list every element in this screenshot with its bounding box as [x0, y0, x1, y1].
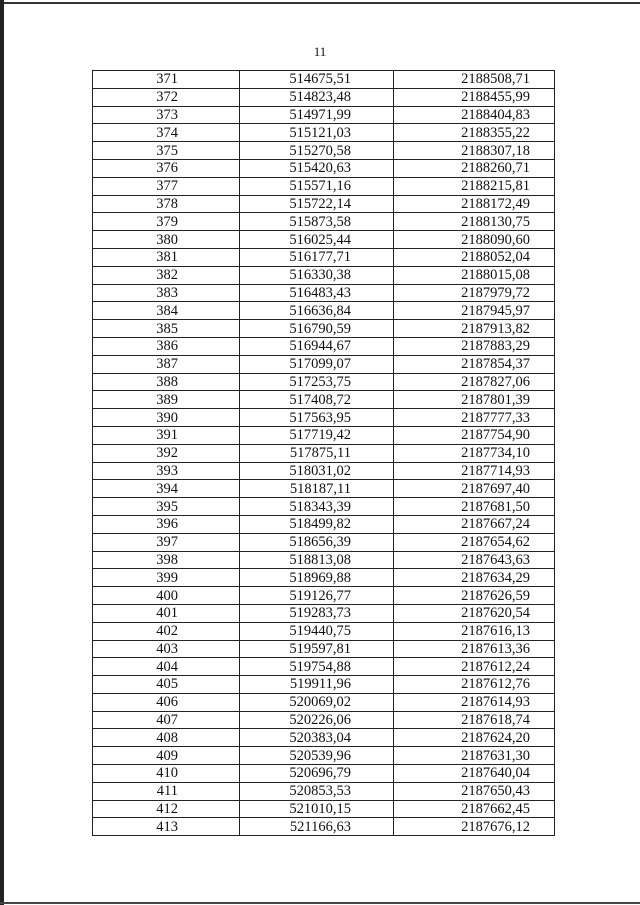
- table-row: [93, 515, 555, 533]
- x-coordinate-cell: 520539,96: [240, 747, 394, 765]
- x-coordinate-cell: 518343,39: [240, 498, 394, 516]
- point-number-cell: 385: [93, 320, 240, 338]
- y-coordinate-cell: 2187634,29: [394, 569, 555, 587]
- point-number-cell: 411: [93, 782, 240, 800]
- point-number-cell: 409: [93, 747, 240, 765]
- y-coordinate-cell: 2187631,30: [394, 747, 555, 765]
- y-coordinate-cell: 2187714,93: [394, 462, 555, 480]
- table-row: [93, 765, 555, 783]
- x-coordinate-cell: 519597,81: [240, 640, 394, 658]
- y-coordinate-cell: 2188355,22: [394, 124, 555, 142]
- y-coordinate-cell: 2187777,33: [394, 409, 555, 427]
- y-coordinate-cell: 2187667,24: [394, 515, 555, 533]
- table-row: [93, 142, 555, 160]
- x-coordinate-cell: 516025,44: [240, 231, 394, 249]
- x-coordinate-cell: 520383,04: [240, 729, 394, 747]
- x-coordinate-cell: 515121,03: [240, 124, 394, 142]
- point-number-cell: 380: [93, 231, 240, 249]
- table-row: [93, 462, 555, 480]
- table-row: [93, 604, 555, 622]
- table-row: [93, 587, 555, 605]
- y-coordinate-cell: 2187643,63: [394, 551, 555, 569]
- x-coordinate-cell: 521166,63: [240, 818, 394, 836]
- table-row: [93, 124, 555, 142]
- point-number-cell: 410: [93, 765, 240, 783]
- x-coordinate-cell: 518813,08: [240, 551, 394, 569]
- x-coordinate-cell: 517253,75: [240, 373, 394, 391]
- point-number-cell: 406: [93, 693, 240, 711]
- x-coordinate-cell: 520226,06: [240, 711, 394, 729]
- point-number-cell: 392: [93, 444, 240, 462]
- x-coordinate-cell: 515873,58: [240, 213, 394, 231]
- x-coordinate-cell: 515571,16: [240, 177, 394, 195]
- table-row: [93, 409, 555, 427]
- y-coordinate-cell: 2187654,62: [394, 533, 555, 551]
- y-coordinate-cell: 2188052,04: [394, 248, 555, 266]
- x-coordinate-cell: 518187,11: [240, 480, 394, 498]
- point-number-cell: 377: [93, 177, 240, 195]
- y-coordinate-cell: 2187697,40: [394, 480, 555, 498]
- x-coordinate-cell: 519283,73: [240, 604, 394, 622]
- x-coordinate-cell: 517099,07: [240, 355, 394, 373]
- x-coordinate-cell: 519911,96: [240, 676, 394, 694]
- x-coordinate-cell: 516944,67: [240, 337, 394, 355]
- y-coordinate-cell: 2187754,90: [394, 426, 555, 444]
- point-number-cell: 371: [93, 71, 240, 89]
- page-number: 11: [313, 44, 327, 59]
- point-number-cell: 405: [93, 676, 240, 694]
- table-row: [93, 747, 555, 765]
- table-row: [93, 533, 555, 551]
- x-coordinate-cell: 518031,02: [240, 462, 394, 480]
- x-coordinate-cell: 516177,71: [240, 248, 394, 266]
- y-coordinate-cell: 2188130,75: [394, 213, 555, 231]
- x-coordinate-cell: 519754,88: [240, 658, 394, 676]
- x-coordinate-cell: 518499,82: [240, 515, 394, 533]
- y-coordinate-cell: 2188260,71: [394, 159, 555, 177]
- x-coordinate-cell: 515420,63: [240, 159, 394, 177]
- table-row: [93, 284, 555, 302]
- x-coordinate-cell: 517875,11: [240, 444, 394, 462]
- x-coordinate-cell: 519440,75: [240, 622, 394, 640]
- point-number-cell: 396: [93, 515, 240, 533]
- point-number-cell: 372: [93, 88, 240, 106]
- table-row: [93, 391, 555, 409]
- point-number-cell: 388: [93, 373, 240, 391]
- point-number-cell: 399: [93, 569, 240, 587]
- x-coordinate-cell: 516330,38: [240, 266, 394, 284]
- table-row: [93, 640, 555, 658]
- table-row: [93, 676, 555, 694]
- table-row: [93, 782, 555, 800]
- table-row: [93, 498, 555, 516]
- table-row: [93, 729, 555, 747]
- point-number-cell: 384: [93, 302, 240, 320]
- point-number-cell: 386: [93, 337, 240, 355]
- x-coordinate-cell: 517408,72: [240, 391, 394, 409]
- y-coordinate-cell: 2188455,99: [394, 88, 555, 106]
- point-number-cell: 398: [93, 551, 240, 569]
- y-coordinate-cell: 2187979,72: [394, 284, 555, 302]
- table-row: [93, 71, 555, 89]
- y-coordinate-cell: 2187626,59: [394, 587, 555, 605]
- point-number-cell: 404: [93, 658, 240, 676]
- point-number-cell: 381: [93, 248, 240, 266]
- point-number-cell: 374: [93, 124, 240, 142]
- x-coordinate-cell: 514971,99: [240, 106, 394, 124]
- table-row: [93, 818, 555, 836]
- x-coordinate-cell: 516790,59: [240, 320, 394, 338]
- point-number-cell: 391: [93, 426, 240, 444]
- y-coordinate-cell: 2187681,50: [394, 498, 555, 516]
- table-row: [93, 444, 555, 462]
- x-coordinate-cell: 514675,51: [240, 71, 394, 89]
- point-number-cell: 412: [93, 800, 240, 818]
- table-row: [93, 373, 555, 391]
- x-coordinate-cell: 520853,53: [240, 782, 394, 800]
- table-row: [93, 248, 555, 266]
- point-number-cell: 403: [93, 640, 240, 658]
- point-number-cell: 387: [93, 355, 240, 373]
- table-row: [93, 800, 555, 818]
- y-coordinate-cell: 2187854,37: [394, 355, 555, 373]
- y-coordinate-cell: 2188404,83: [394, 106, 555, 124]
- point-number-cell: 383: [93, 284, 240, 302]
- x-coordinate-cell: 516483,43: [240, 284, 394, 302]
- y-coordinate-cell: 2187883,29: [394, 337, 555, 355]
- table-row: [93, 693, 555, 711]
- y-coordinate-cell: 2187662,45: [394, 800, 555, 818]
- table-row: [93, 177, 555, 195]
- table-row: [93, 711, 555, 729]
- coordinates-table: [92, 70, 555, 836]
- x-coordinate-cell: 516636,84: [240, 302, 394, 320]
- table-row: [93, 320, 555, 338]
- point-number-cell: 393: [93, 462, 240, 480]
- y-coordinate-cell: 2187650,43: [394, 782, 555, 800]
- table-row: [93, 480, 555, 498]
- table-row: [93, 551, 555, 569]
- x-coordinate-cell: 515270,58: [240, 142, 394, 160]
- table-row: [93, 88, 555, 106]
- y-coordinate-cell: 2187612,24: [394, 658, 555, 676]
- y-coordinate-cell: 2187676,12: [394, 818, 555, 836]
- point-number-cell: 382: [93, 266, 240, 284]
- y-coordinate-cell: 2188215,81: [394, 177, 555, 195]
- table-row: [93, 106, 555, 124]
- table-row: [93, 426, 555, 444]
- point-number-cell: 400: [93, 587, 240, 605]
- coordinates-table-body: [93, 71, 555, 836]
- y-coordinate-cell: 2187624,20: [394, 729, 555, 747]
- x-coordinate-cell: 517563,95: [240, 409, 394, 427]
- x-coordinate-cell: 514823,48: [240, 88, 394, 106]
- x-coordinate-cell: 520696,79: [240, 765, 394, 783]
- point-number-cell: 394: [93, 480, 240, 498]
- y-coordinate-cell: 2187945,97: [394, 302, 555, 320]
- point-number-cell: 407: [93, 711, 240, 729]
- y-coordinate-cell: 2188307,18: [394, 142, 555, 160]
- y-coordinate-cell: 2187801,39: [394, 391, 555, 409]
- point-number-cell: 395: [93, 498, 240, 516]
- y-coordinate-cell: 2187614,93: [394, 693, 555, 711]
- x-coordinate-cell: 517719,42: [240, 426, 394, 444]
- table-row: [93, 569, 555, 587]
- table-row: [93, 622, 555, 640]
- table-row: [93, 337, 555, 355]
- table-row: [93, 213, 555, 231]
- point-number-cell: 373: [93, 106, 240, 124]
- table-row: [93, 195, 555, 213]
- y-coordinate-cell: 2188508,71: [394, 71, 555, 89]
- y-coordinate-cell: 2187734,10: [394, 444, 555, 462]
- table-row: [93, 355, 555, 373]
- scan-bottom-border: [0, 902, 640, 904]
- x-coordinate-cell: 515722,14: [240, 195, 394, 213]
- table-row: [93, 159, 555, 177]
- point-number-cell: 408: [93, 729, 240, 747]
- point-number-cell: 401: [93, 604, 240, 622]
- scan-left-edge: [0, 0, 4, 905]
- table-row: [93, 302, 555, 320]
- y-coordinate-cell: 2187613,36: [394, 640, 555, 658]
- y-coordinate-cell: 2187620,54: [394, 604, 555, 622]
- point-number-cell: 397: [93, 533, 240, 551]
- y-coordinate-cell: 2187612,76: [394, 676, 555, 694]
- point-number-cell: 376: [93, 159, 240, 177]
- y-coordinate-cell: 2187616,13: [394, 622, 555, 640]
- table-row: [93, 266, 555, 284]
- table-row: [93, 658, 555, 676]
- y-coordinate-cell: 2188015,08: [394, 266, 555, 284]
- point-number-cell: 390: [93, 409, 240, 427]
- x-coordinate-cell: 521010,15: [240, 800, 394, 818]
- x-coordinate-cell: 518969,88: [240, 569, 394, 587]
- point-number-cell: 413: [93, 818, 240, 836]
- point-number-cell: 375: [93, 142, 240, 160]
- point-number-cell: 378: [93, 195, 240, 213]
- point-number-cell: 402: [93, 622, 240, 640]
- table-row: [93, 231, 555, 249]
- y-coordinate-cell: 2188172,49: [394, 195, 555, 213]
- y-coordinate-cell: 2187618,74: [394, 711, 555, 729]
- point-number-cell: 389: [93, 391, 240, 409]
- x-coordinate-cell: 519126,77: [240, 587, 394, 605]
- scan-top-border: [0, 2, 640, 4]
- point-number-cell: 379: [93, 213, 240, 231]
- y-coordinate-cell: 2187640,04: [394, 765, 555, 783]
- x-coordinate-cell: 518656,39: [240, 533, 394, 551]
- x-coordinate-cell: 520069,02: [240, 693, 394, 711]
- y-coordinate-cell: 2187827,06: [394, 373, 555, 391]
- y-coordinate-cell: 2187913,82: [394, 320, 555, 338]
- y-coordinate-cell: 2188090,60: [394, 231, 555, 249]
